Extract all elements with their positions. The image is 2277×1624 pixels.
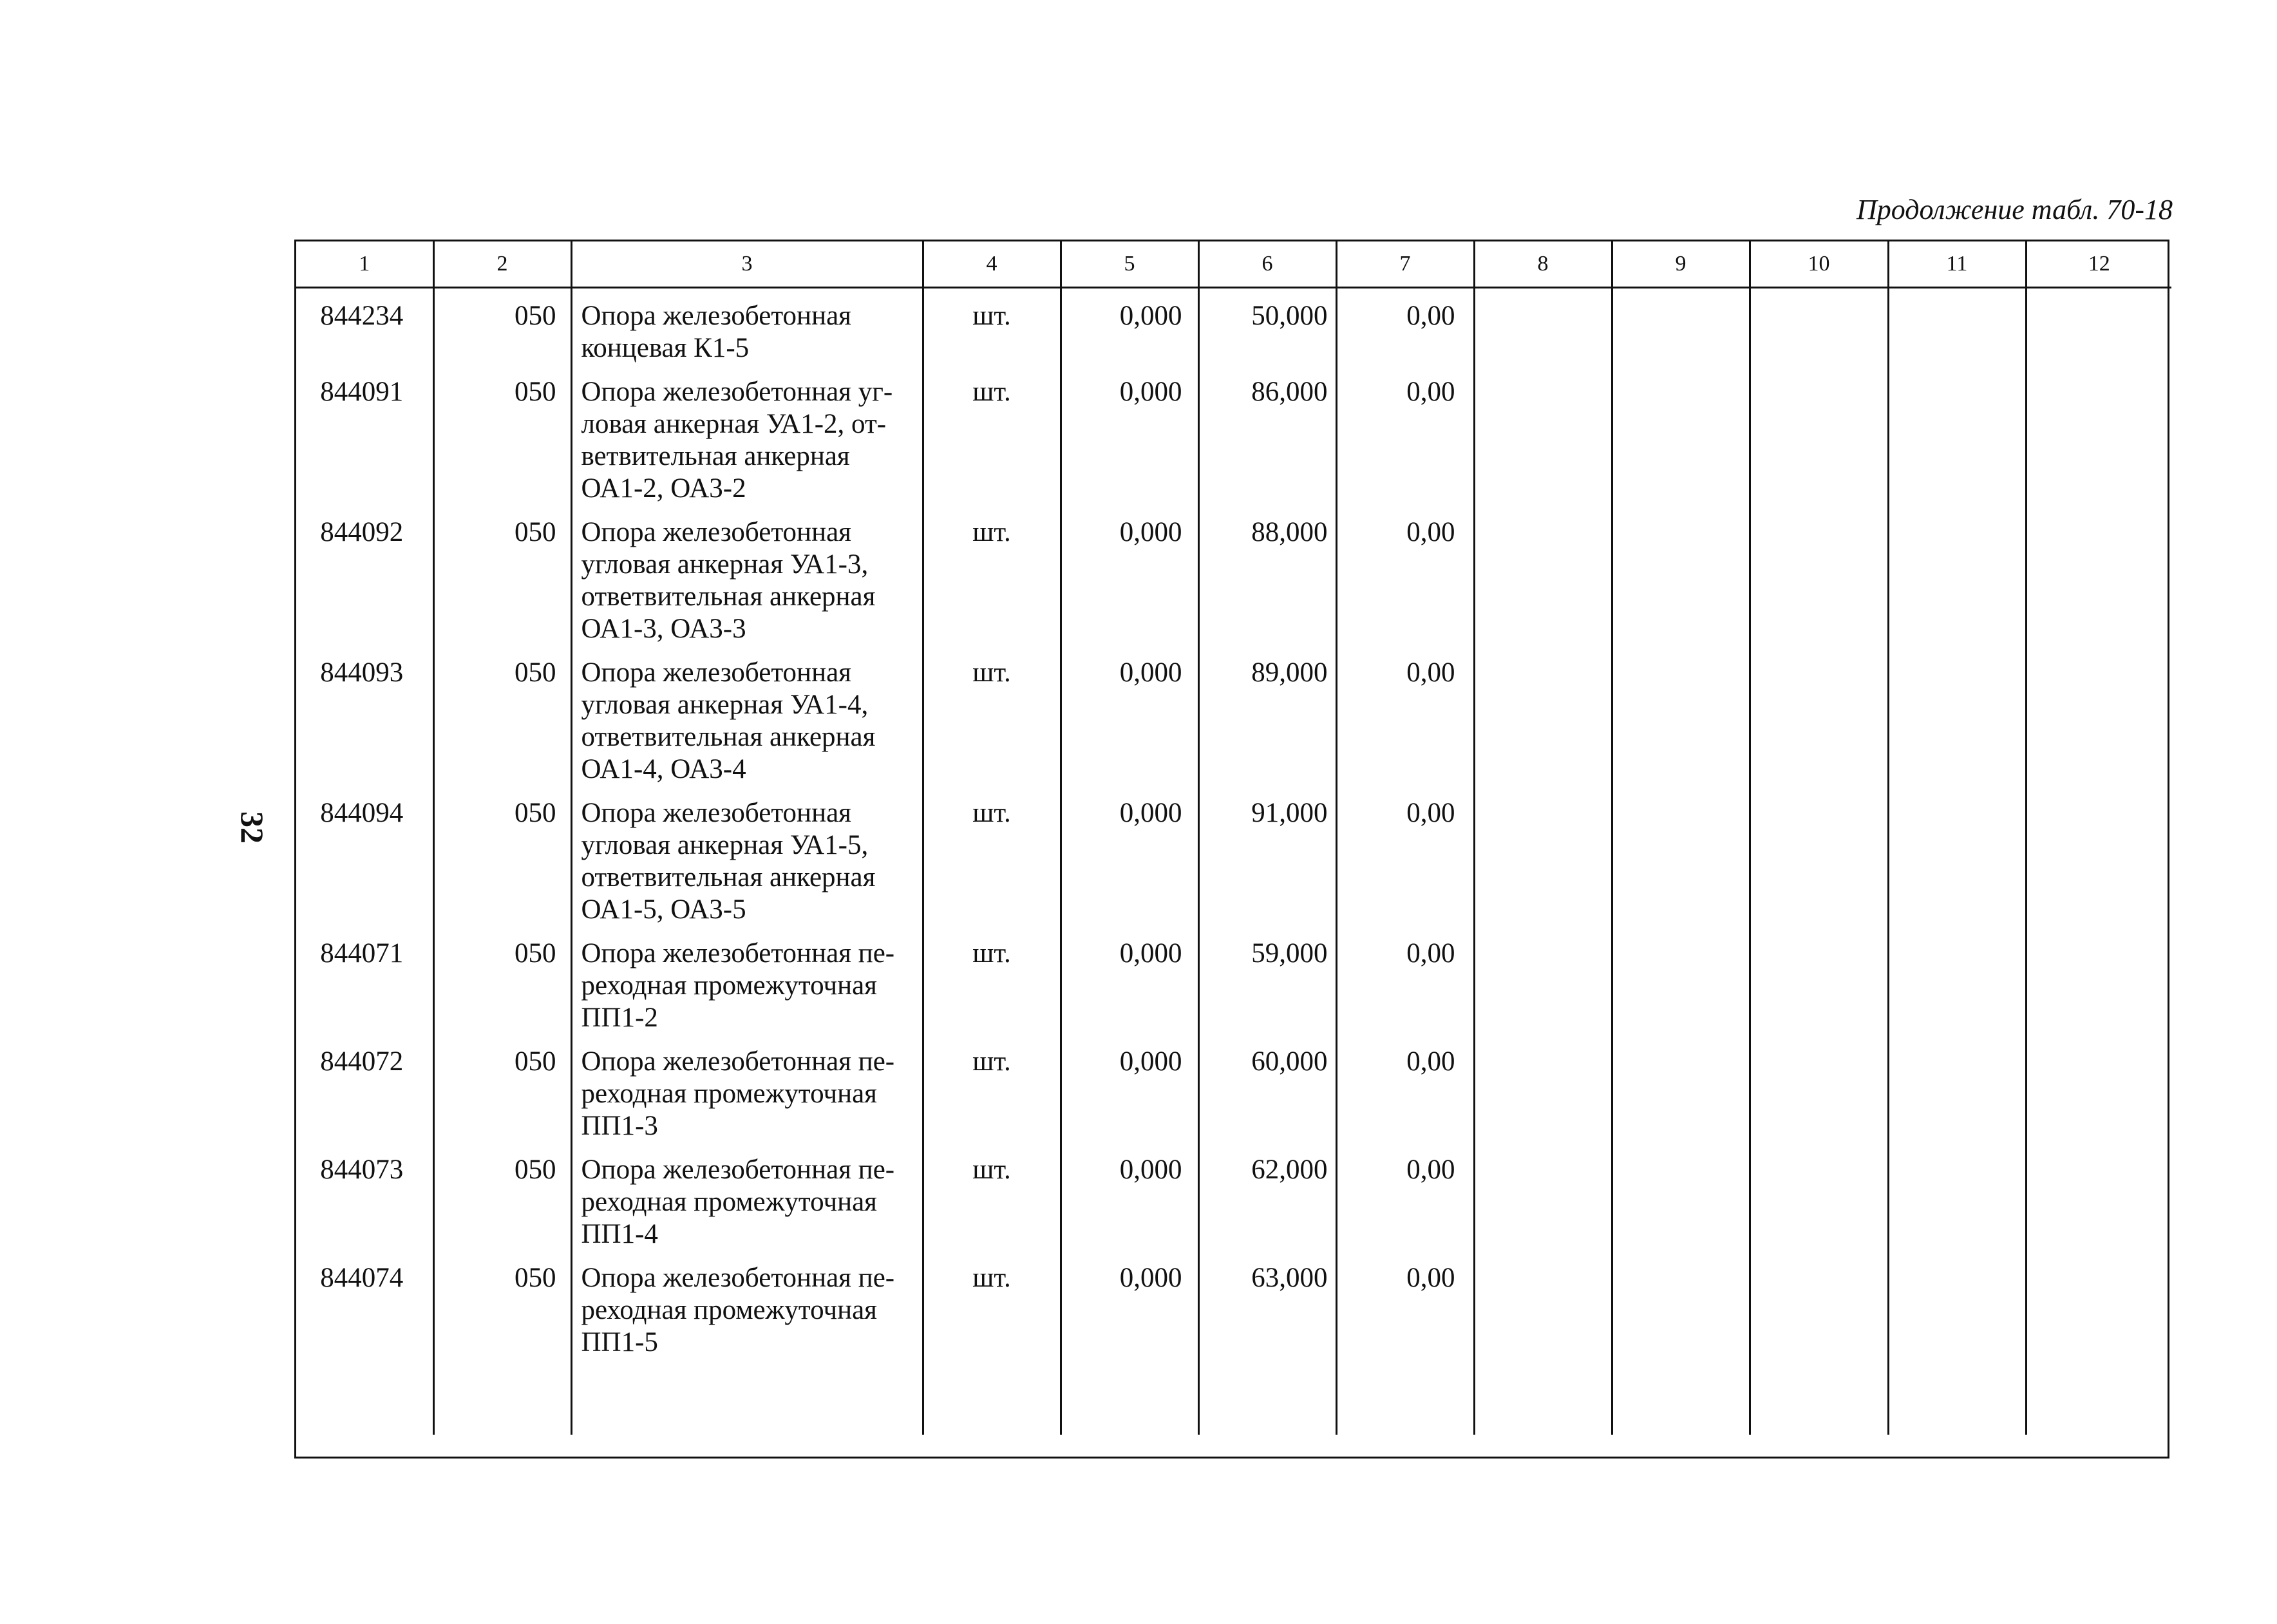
empty-column-8 (1474, 1251, 1612, 1359)
empty-column-10 (1750, 1142, 1888, 1251)
empty-column-9 (1612, 364, 1750, 505)
resource-subcode: 050 (433, 364, 571, 505)
empty-column-11 (1888, 1251, 2026, 1359)
description-line: ветвительная анкерная (581, 441, 850, 471)
description-line: ОА1-2, ОА3-2 (581, 473, 746, 504)
empty-column-12 (2026, 364, 2171, 505)
column-header-2: 2 (433, 241, 571, 288)
unit-of-measure: шт. (923, 926, 1061, 1034)
description-line: Опора железобетонная (581, 798, 851, 828)
empty-column-12 (2026, 1034, 2171, 1142)
resource-description (571, 786, 923, 926)
value-column-5: 0,000 (1061, 505, 1198, 645)
empty-column-10 (1750, 1251, 1888, 1359)
table-row (296, 288, 2171, 365)
filler-cell (923, 1359, 1061, 1435)
value-column-6: 59,000 (1198, 926, 1336, 1034)
description-line: концевая К1-5 (581, 333, 750, 363)
filler-cell (1888, 1359, 2026, 1435)
value-column-7: 0,00 (1336, 1034, 1474, 1142)
description-line: реходная промежуточная (581, 970, 877, 1001)
value-column-7: 0,00 (1336, 1251, 1474, 1359)
description-line: ПП1-3 (581, 1111, 658, 1141)
value-column-6: 50,000 (1198, 288, 1336, 365)
table-row (296, 505, 2171, 645)
empty-column-9 (1612, 786, 1750, 926)
value-column-7: 0,00 (1336, 645, 1474, 786)
description-line: реходная промежуточная (581, 1295, 877, 1325)
resource-code: 844072 (296, 1034, 433, 1142)
value-column-6: 91,000 (1198, 786, 1336, 926)
value-column-7: 0,00 (1336, 505, 1474, 645)
resource-subcode: 050 (433, 505, 571, 645)
description-line: ответвительная анкерная (581, 862, 876, 892)
value-column-5: 0,000 (1061, 364, 1198, 505)
value-column-7: 0,00 (1336, 926, 1474, 1034)
resource-subcode: 050 (433, 786, 571, 926)
filler-cell (296, 1359, 433, 1435)
empty-column-12 (2026, 288, 2171, 365)
unit-of-measure: шт. (923, 288, 1061, 365)
column-header-6: 6 (1198, 241, 1336, 288)
empty-column-11 (1888, 926, 2026, 1034)
value-column-6: 60,000 (1198, 1034, 1336, 1142)
description-line: ПП1-2 (581, 1003, 658, 1033)
resource-code: 844234 (296, 288, 433, 365)
empty-column-8 (1474, 505, 1612, 645)
description-line: ПП1-5 (581, 1327, 658, 1357)
resource-description (571, 364, 923, 505)
table-row (296, 1034, 2171, 1142)
description-line: ПП1-4 (581, 1219, 658, 1249)
resource-code: 844091 (296, 364, 433, 505)
column-header-8: 8 (1474, 241, 1612, 288)
description-line: Опора железобетонная (581, 301, 851, 331)
resource-subcode: 050 (433, 1251, 571, 1359)
column-number-row (296, 241, 2171, 288)
value-column-7: 0,00 (1336, 288, 1474, 365)
unit-of-measure: шт. (923, 645, 1061, 786)
description-line: Опора железобетонная пе- (581, 1046, 895, 1077)
description-line: угловая анкерная УА1-3, (581, 549, 869, 580)
empty-column-8 (1474, 926, 1612, 1034)
description-line: угловая анкерная УА1-5, (581, 830, 869, 860)
value-column-6: 62,000 (1198, 1142, 1336, 1251)
value-column-5: 0,000 (1061, 1034, 1198, 1142)
value-column-7: 0,00 (1336, 786, 1474, 926)
resource-description (571, 1142, 923, 1251)
resource-code: 844074 (296, 1251, 433, 1359)
empty-column-10 (1750, 288, 1888, 365)
description-line: угловая анкерная УА1-4, (581, 690, 869, 720)
resource-subcode: 050 (433, 926, 571, 1034)
resource-description (571, 926, 923, 1034)
empty-column-12 (2026, 926, 2171, 1034)
empty-column-8 (1474, 645, 1612, 786)
resource-code: 844071 (296, 926, 433, 1034)
description-line: Опора железобетонная (581, 517, 851, 547)
empty-column-9 (1612, 1251, 1750, 1359)
description-line: Опора железобетонная уг- (581, 377, 893, 407)
value-column-5: 0,000 (1061, 1142, 1198, 1251)
table-row (296, 926, 2171, 1034)
value-column-7: 0,00 (1336, 1142, 1474, 1251)
description-line: ОА1-3, ОА3-3 (581, 614, 746, 644)
empty-column-10 (1750, 926, 1888, 1034)
empty-column-11 (1888, 645, 2026, 786)
description-line: ловая анкерная УА1-2, от- (581, 409, 887, 439)
resource-description (571, 1251, 923, 1359)
empty-column-11 (1888, 288, 2026, 365)
table-filler-row (296, 1359, 2171, 1435)
empty-column-12 (2026, 505, 2171, 645)
filler-cell (571, 1359, 923, 1435)
description-line: Опора железобетонная пе- (581, 1155, 895, 1185)
unit-of-measure: шт. (923, 786, 1061, 926)
description-line: Опора железобетонная (581, 657, 851, 688)
empty-column-10 (1750, 645, 1888, 786)
filler-cell (1198, 1359, 1336, 1435)
empty-column-9 (1612, 1142, 1750, 1251)
filler-cell (1336, 1359, 1474, 1435)
value-column-5: 0,000 (1061, 926, 1198, 1034)
column-header-5: 5 (1061, 241, 1198, 288)
table-row (296, 1142, 2171, 1251)
value-column-5: 0,000 (1061, 786, 1198, 926)
description-line: реходная промежуточная (581, 1187, 877, 1217)
empty-column-10 (1750, 505, 1888, 645)
empty-column-9 (1612, 288, 1750, 365)
value-column-6: 86,000 (1198, 364, 1336, 505)
description-line: ОА1-4, ОА3-4 (581, 754, 746, 784)
column-header-10: 10 (1750, 241, 1888, 288)
resource-code: 844093 (296, 645, 433, 786)
resource-subcode: 050 (433, 645, 571, 786)
column-header-7: 7 (1336, 241, 1474, 288)
filler-cell (1612, 1359, 1750, 1435)
unit-of-measure: шт. (923, 364, 1061, 505)
table-row (296, 364, 2171, 505)
value-column-7: 0,00 (1336, 364, 1474, 505)
empty-column-9 (1612, 645, 1750, 786)
description-line: Опора железобетонная пе- (581, 938, 895, 968)
description-line: ответвительная анкерная (581, 722, 876, 752)
resource-description (571, 1034, 923, 1142)
unit-of-measure: шт. (923, 505, 1061, 645)
table-row (296, 786, 2171, 926)
filler-cell (1750, 1359, 1888, 1435)
empty-column-8 (1474, 288, 1612, 365)
empty-column-12 (2026, 1251, 2171, 1359)
column-header-12: 12 (2026, 241, 2171, 288)
empty-column-10 (1750, 786, 1888, 926)
value-column-5: 0,000 (1061, 288, 1198, 365)
resource-subcode: 050 (433, 1142, 571, 1251)
table-row (296, 645, 2171, 786)
empty-column-9 (1612, 1034, 1750, 1142)
empty-column-8 (1474, 364, 1612, 505)
filler-cell (1061, 1359, 1198, 1435)
table-continuation-caption: Продолжение табл. 70-18 (1857, 194, 2173, 225)
description-line: Опора железобетонная пе- (581, 1263, 895, 1293)
resource-table (294, 240, 2169, 1459)
description-line: реходная промежуточная (581, 1079, 877, 1109)
column-header-4: 4 (923, 241, 1061, 288)
empty-column-12 (2026, 645, 2171, 786)
empty-column-8 (1474, 1034, 1612, 1142)
value-column-6: 63,000 (1198, 1251, 1336, 1359)
empty-column-8 (1474, 1142, 1612, 1251)
resource-code: 844092 (296, 505, 433, 645)
table-body (296, 288, 2171, 1435)
empty-column-10 (1750, 1034, 1888, 1142)
column-header-9: 9 (1612, 241, 1750, 288)
resource-description (571, 288, 923, 365)
resource-subcode: 050 (433, 288, 571, 365)
resource-description (571, 505, 923, 645)
empty-column-11 (1888, 505, 2026, 645)
empty-column-8 (1474, 786, 1612, 926)
empty-column-9 (1612, 926, 1750, 1034)
column-header-11: 11 (1888, 241, 2026, 288)
value-column-5: 0,000 (1061, 1251, 1198, 1359)
empty-column-12 (2026, 1142, 2171, 1251)
resource-code: 844073 (296, 1142, 433, 1251)
filler-cell (1474, 1359, 1612, 1435)
description-line: ответвительная анкерная (581, 581, 876, 612)
description-line: ОА1-5, ОА3-5 (581, 894, 746, 925)
unit-of-measure: шт. (923, 1251, 1061, 1359)
empty-column-11 (1888, 364, 2026, 505)
resource-code: 844094 (296, 786, 433, 926)
page-number: 32 (234, 811, 270, 844)
table-row (296, 1251, 2171, 1359)
unit-of-measure: шт. (923, 1142, 1061, 1251)
empty-column-9 (1612, 505, 1750, 645)
unit-of-measure: шт. (923, 1034, 1061, 1142)
empty-column-11 (1888, 1034, 2026, 1142)
resource-description (571, 645, 923, 786)
empty-column-11 (1888, 1142, 2026, 1251)
empty-column-10 (1750, 364, 1888, 505)
value-column-6: 88,000 (1198, 505, 1336, 645)
resource-table-grid (296, 241, 2171, 1435)
resource-subcode: 050 (433, 1034, 571, 1142)
empty-column-12 (2026, 786, 2171, 926)
column-header-3: 3 (571, 241, 923, 288)
value-column-6: 89,000 (1198, 645, 1336, 786)
column-header-1: 1 (296, 241, 433, 288)
filler-cell (433, 1359, 571, 1435)
filler-cell (2026, 1359, 2171, 1435)
value-column-5: 0,000 (1061, 645, 1198, 786)
empty-column-11 (1888, 786, 2026, 926)
